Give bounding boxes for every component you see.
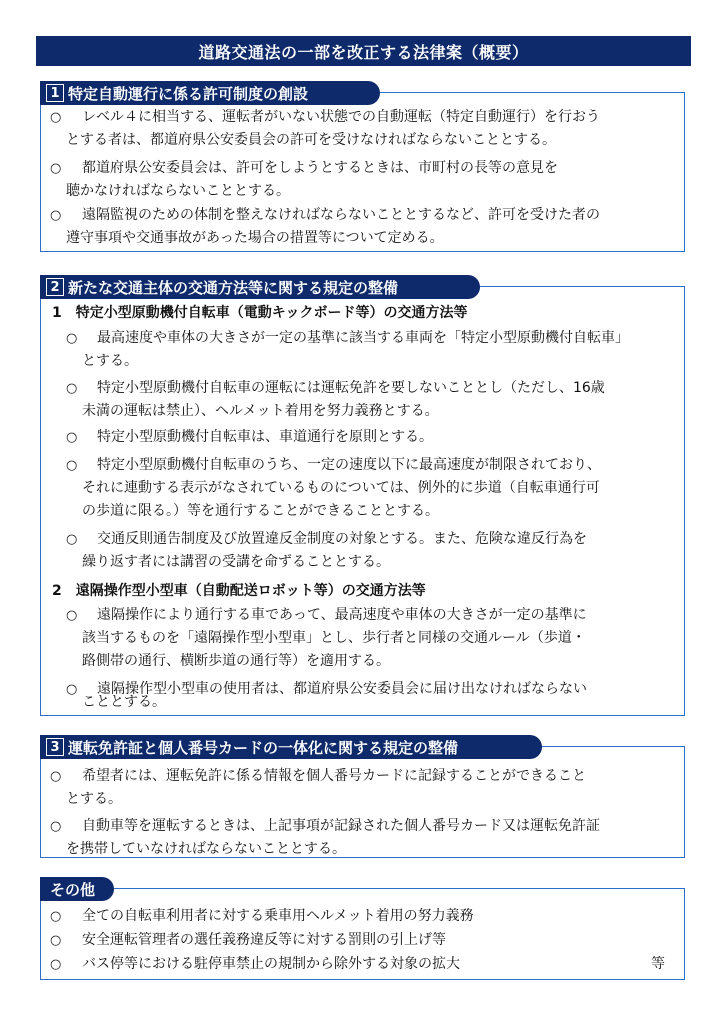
- section-1-item-3-line-1: 遠隔監視のための体制を整えなければならないこととするなど、許可を受けた者の: [82, 207, 600, 223]
- bullet-icon: ○: [66, 532, 78, 547]
- sub1-item-3-line-1: 特定小型原動機付自転車は、車道通行を原則とする。: [97, 429, 433, 445]
- sub2-item-1-line-2: 該当するものを「遠隔操作型小型車」とし、歩行者と同様の交通ルール（歩道・: [82, 630, 586, 646]
- page-title: 道路交通法の一部を改正する法律案（概要）: [36, 36, 691, 66]
- sub1-item-4-line-1: 特定小型原動機付自転車のうち、一定の速度以下に最高速度が制限されており、: [97, 457, 601, 473]
- section-1-item-1-line-1: レベル４に相当する、運転者がいない状態での自動運転（特定自動運行）を行おう: [82, 109, 600, 125]
- subsection-2-title: 2 遠隔操作型小型車（自動配送ロボット等）の交通方法等: [52, 583, 426, 599]
- bullet-icon: ○: [66, 430, 78, 445]
- section-2-number: 2: [46, 278, 64, 296]
- sub1-item-5-line-2: 繰り返す者には講習の受講を命ずることとする。: [82, 554, 390, 570]
- sub2-item-2-line-1: 遠隔操作型小型車の使用者は、都道府県公安委員会に届け出なければならない: [97, 681, 587, 697]
- other-item-1: 全ての自転車利用者に対する乗車用ヘルメット着用の努力義務: [82, 908, 474, 924]
- section-3-number: 3: [46, 738, 64, 756]
- bullet-icon: ○: [66, 682, 78, 697]
- sub1-item-4-line-2: それに連動する表示がなされているものについては、例外的に歩道（自転車通行可: [82, 480, 600, 496]
- sub2-item-1-line-1: 遠隔操作により通行する車であって、最高速度や車体の大きさが一定の基準に: [97, 607, 587, 623]
- section-3-item-2-line-2: を携帯していなければならないこととする。: [66, 841, 346, 857]
- bullet-icon: ○: [66, 458, 78, 473]
- sub1-item-2-line-1: 特定小型原動機付自転車の運転には運転免許を要しないこととし（ただし、16歳: [97, 380, 605, 396]
- other-heading: [40, 877, 114, 901]
- bullet-icon: ○: [66, 381, 78, 396]
- section-1-number: 1: [46, 84, 64, 102]
- section-1-item-2-line-2: 聴かなければならないこととする。: [66, 183, 290, 199]
- section-1-heading: [40, 81, 380, 105]
- section-1-item-1-line-2: とする者は、都道府県公安委員会の許可を受けなければならないこととする。: [66, 132, 556, 148]
- section-3-item-1-line-2: とする。: [66, 791, 122, 807]
- bullet-icon: ○: [50, 909, 62, 924]
- sub1-item-1-line-2: とする。: [82, 353, 138, 369]
- bullet-icon: ○: [50, 161, 62, 176]
- other-etc: 等: [651, 956, 665, 972]
- section-3-item-1-line-1: 希望者には、運転免許に係る情報を個人番号カードに記録することができること: [82, 768, 586, 784]
- section-3-heading: [40, 735, 542, 759]
- section-2-heading: [40, 275, 480, 299]
- sub1-item-1-line-1: 最高速度や車体の大きさが一定の基準に該当する車両を「特定小型原動機付自転車」: [97, 330, 629, 346]
- sub2-item-2-line-2: こととする。: [82, 694, 166, 710]
- other-item-3: バス停等における駐停車禁止の規制から除外する対象の拡大: [82, 956, 460, 972]
- section-3-item-2-line-1: 自動車等を運転するときは、上記事項が記録された個人番号カード又は運転免許証: [82, 818, 600, 834]
- bullet-icon: ○: [50, 933, 62, 948]
- section-3-title: 運転免許証と個人番号カードの一体化に関する規定の整備: [68, 738, 459, 757]
- bullet-icon: ○: [50, 957, 62, 972]
- other-item-2: 安全運転管理者の選任義務違反等に対する罰則の引上げ等: [82, 932, 446, 948]
- section-1-item-2-line-1: 都道府県公安委員会は、許可をしようとするときは、市町村の長等の意見を: [82, 160, 558, 176]
- section-2-title: 新たな交通主体の交通方法等に関する規定の整備: [68, 278, 399, 297]
- bullet-icon: ○: [66, 331, 78, 346]
- bullet-icon: ○: [50, 110, 62, 125]
- section-1-title: 特定自動運行に係る許可制度の創設: [68, 84, 309, 103]
- bullet-icon: ○: [50, 769, 62, 784]
- section-1-item-3-line-2: 遵守事項や交通事故があった場合の措置等について定める。: [66, 230, 444, 246]
- bullet-icon: ○: [50, 208, 62, 223]
- sub1-item-2-line-2: 未満の運転は禁止）、ヘルメット着用を努力義務とする。: [82, 403, 439, 419]
- sub2-item-1-line-3: 路側帯の通行、横断歩道の通行等）を適用する。: [82, 653, 390, 669]
- bullet-icon: ○: [50, 819, 62, 834]
- subsection-1-title: 1 特定小型原動機付自転車（電動キックボード等）の交通方法等: [52, 305, 468, 321]
- other-title: その他: [50, 880, 96, 899]
- sub1-item-4-line-3: の歩道に限る。）等を通行することができることとする。: [82, 503, 439, 519]
- sub1-item-5-line-1: 交通反則通告制度及び放置違反金制度の対象とする。また、危険な違反行為を: [97, 531, 587, 547]
- bullet-icon: ○: [66, 608, 78, 623]
